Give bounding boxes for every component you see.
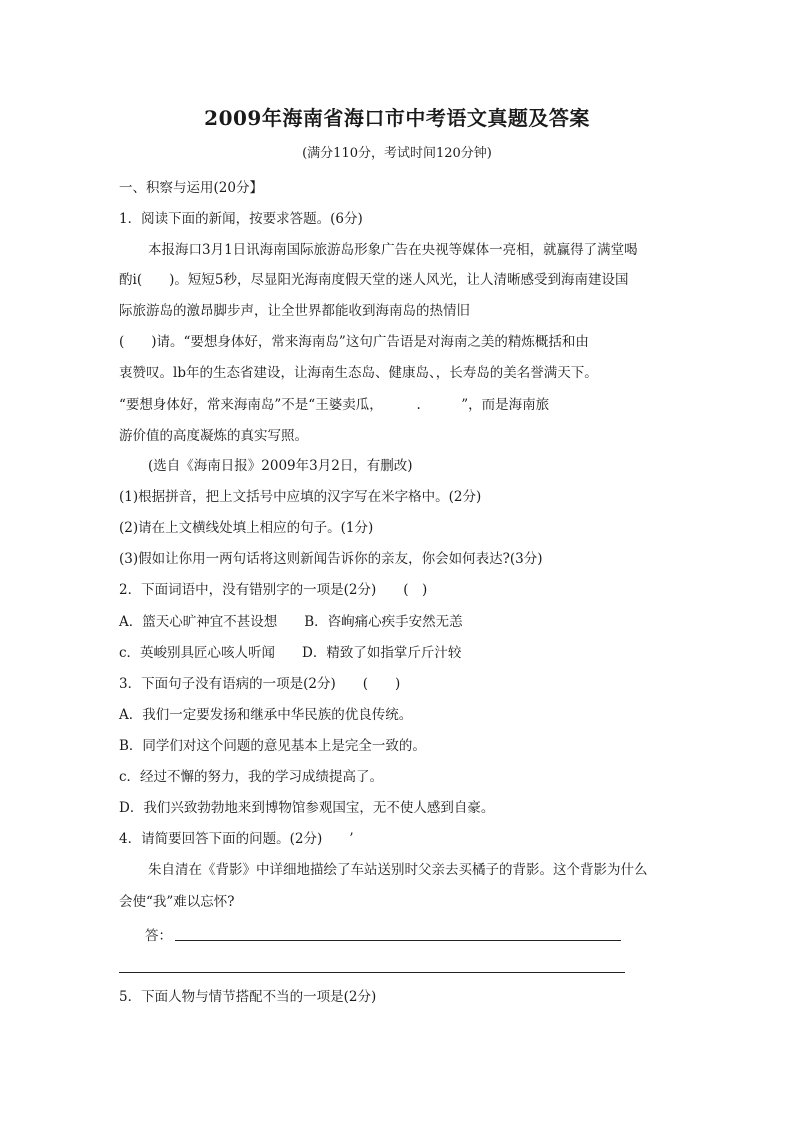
- question-option: D．我们兴致勃勃地来到博物馆参观国宝，无不使人感到自豪。: [119, 800, 495, 816]
- sub-question: (2)请在上文横线处填上相应的句子。(1分): [119, 520, 374, 536]
- question-option: c．经过不懈的努力，我的学习成绩提高了。: [119, 769, 384, 785]
- sub-question: (1)根据拼音，把上文括号中应填的汉字写在米字格中。(2分): [119, 489, 482, 505]
- news-paragraph-line: 游价值的高度凝炼的真实写照。: [119, 428, 308, 444]
- news-paragraph-line: “要想身体好，常来海南岛”不是“王婆卖瓜， . ”，而是海南旅: [119, 397, 550, 413]
- news-paragraph-line: 本报海口3月1日讯海南国际旅游岛形象广告在央视等媒体一亮相，就赢得了满堂喝: [148, 242, 638, 258]
- sub-question: (3)假如让你用一两句话将这则新闻告诉你的亲友，你会如何表达?(3分): [119, 551, 543, 567]
- question-option: A．篮天心旷神宜不甚设想 B．咨峋痛心疾手安然无恙: [119, 614, 463, 630]
- news-paragraph-line: 际旅游岛的激昂脚步声，让全世界都能收到海南岛的热情旧: [119, 303, 470, 319]
- question-4-text: 朱自清在《背影》中详细地描绘了车站送别时父亲去买橘子的背影。这个背影为什么: [148, 862, 648, 878]
- page-title: 2009年海南省海口市中考语文真题及答案: [204, 106, 590, 130]
- question-option: B．同学们对这个问题的意见基本上是完全一致的。: [119, 738, 426, 754]
- question-option: A．我们一定要发扬和继承中华民族的优良传统。: [119, 707, 413, 723]
- question-2-heading: 2．下面词语中，没有错别字的一项是(2分) ( ): [119, 582, 428, 598]
- question-4-text: 会使“我”难以忘怀?: [119, 894, 235, 910]
- news-paragraph-line: ( )请。“要想身体好，常来海南岛”这句广告语是对海南之美的精炼概括和由: [119, 334, 589, 350]
- news-paragraph-line: 酌i( )。短短5秒，尽显阳光海南度假天堂的迷人风光，让人清晰感受到海南建设国: [119, 272, 629, 288]
- exam-info: (满分110分，考试时间120分钟): [302, 146, 492, 161]
- question-3-heading: 3．下面句子没有语病的一项是(2分) ( ): [119, 676, 401, 692]
- answer-line: [119, 972, 625, 973]
- answer-line: [175, 940, 621, 941]
- question-option: c．英峻别具匠心咳人听闻 D．精致了如指掌斤斤汁较: [119, 645, 462, 661]
- news-paragraph-line: 衷赞叹。lb年的生态省建设，让海南生态岛、健康岛、，长寿岛的美名誉满天下。: [119, 365, 598, 381]
- section-heading: 一、积察与运用(20分】: [119, 180, 263, 196]
- question-4-heading: 4．请简要回答下面的问题。(2分) ’: [119, 831, 354, 847]
- answer-label: 答：: [145, 928, 172, 944]
- question-5-heading: 5．下面人物与情节搭配不当的一项是(2分): [119, 989, 377, 1005]
- news-source: (选自《海南日报》2009年3月2日，有删改): [148, 458, 413, 474]
- question-1-heading: 1．阅读下面的新闻，按要求答题。(6分): [119, 211, 363, 227]
